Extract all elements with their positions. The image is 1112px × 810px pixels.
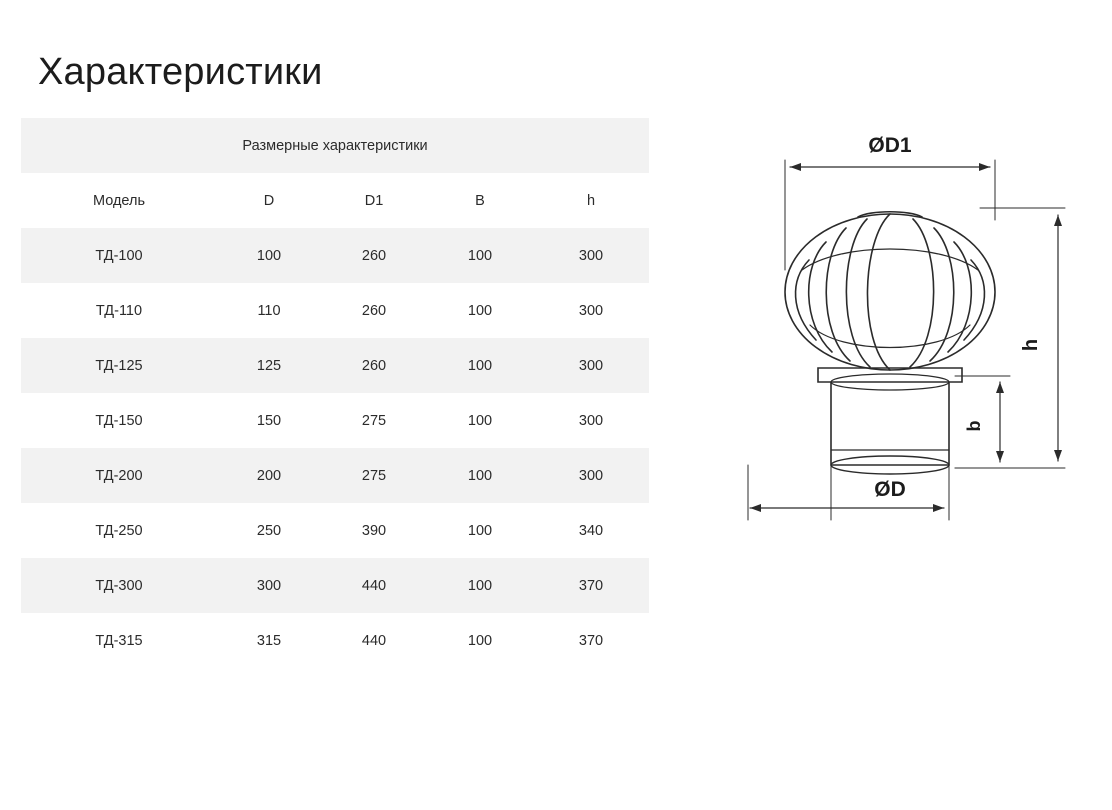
table-row bbox=[21, 338, 649, 393]
cell-d1: 275 bbox=[321, 393, 427, 448]
table-row bbox=[21, 393, 649, 448]
cell-d: 250 bbox=[217, 503, 321, 558]
cell-b: 100 bbox=[427, 448, 533, 503]
cell-b: 100 bbox=[427, 393, 533, 448]
cell-d: 200 bbox=[217, 448, 321, 503]
table-row bbox=[21, 503, 649, 558]
column-header-model: Модель bbox=[21, 173, 217, 228]
column-header-h: h bbox=[533, 173, 649, 228]
cell-h: 300 bbox=[533, 228, 649, 283]
spec-table bbox=[21, 118, 649, 668]
table-group-header-row bbox=[21, 118, 649, 173]
cell-d1: 275 bbox=[321, 448, 427, 503]
cell-h: 340 bbox=[533, 503, 649, 558]
cell-b: 100 bbox=[427, 228, 533, 283]
cell-d: 315 bbox=[217, 613, 321, 668]
technical-drawing bbox=[690, 120, 1090, 540]
cell-h: 370 bbox=[533, 558, 649, 613]
cell-model: ТД-110 bbox=[21, 283, 217, 338]
cell-model: ТД-250 bbox=[21, 503, 217, 558]
table-row bbox=[21, 558, 649, 613]
cell-d: 150 bbox=[217, 393, 321, 448]
table-row bbox=[21, 283, 649, 338]
cell-h: 300 bbox=[533, 283, 649, 338]
dim-label-d: ØD bbox=[874, 478, 906, 501]
cell-b: 100 bbox=[427, 503, 533, 558]
cell-d1: 260 bbox=[321, 228, 427, 283]
cell-d1: 260 bbox=[321, 283, 427, 338]
cell-d1: 260 bbox=[321, 338, 427, 393]
cell-b: 100 bbox=[427, 558, 533, 613]
cell-d1: 440 bbox=[321, 613, 427, 668]
cell-model: ТД-100 bbox=[21, 228, 217, 283]
column-header-d: D bbox=[217, 173, 321, 228]
cell-model: ТД-300 bbox=[21, 558, 217, 613]
cell-model: ТД-125 bbox=[21, 338, 217, 393]
cell-h: 300 bbox=[533, 448, 649, 503]
column-header-d1: D1 bbox=[321, 173, 427, 228]
cell-d: 110 bbox=[217, 283, 321, 338]
table-group-header: Размерные характеристики bbox=[21, 118, 649, 173]
cell-b: 100 bbox=[427, 283, 533, 338]
dim-label-d1: ØD1 bbox=[868, 134, 912, 157]
cell-h: 300 bbox=[533, 393, 649, 448]
column-header-b: B bbox=[427, 173, 533, 228]
cell-d: 125 bbox=[217, 338, 321, 393]
cell-d1: 390 bbox=[321, 503, 427, 558]
table-row bbox=[21, 448, 649, 503]
page-title: Характеристики bbox=[38, 51, 323, 93]
table-column-header-row bbox=[21, 173, 649, 228]
cell-model: ТД-315 bbox=[21, 613, 217, 668]
dim-label-b: b bbox=[964, 420, 984, 432]
cell-model: ТД-200 bbox=[21, 448, 217, 503]
cell-d1: 440 bbox=[321, 558, 427, 613]
cell-d: 300 bbox=[217, 558, 321, 613]
table-row bbox=[21, 228, 649, 283]
dim-label-h: h bbox=[1020, 338, 1042, 352]
cell-h: 370 bbox=[533, 613, 649, 668]
cell-b: 100 bbox=[427, 338, 533, 393]
cell-b: 100 bbox=[427, 613, 533, 668]
spec-table-wrapper bbox=[21, 118, 649, 668]
cell-model: ТД-150 bbox=[21, 393, 217, 448]
cell-h: 300 bbox=[533, 338, 649, 393]
cell-d: 100 bbox=[217, 228, 321, 283]
table-row bbox=[21, 613, 649, 668]
